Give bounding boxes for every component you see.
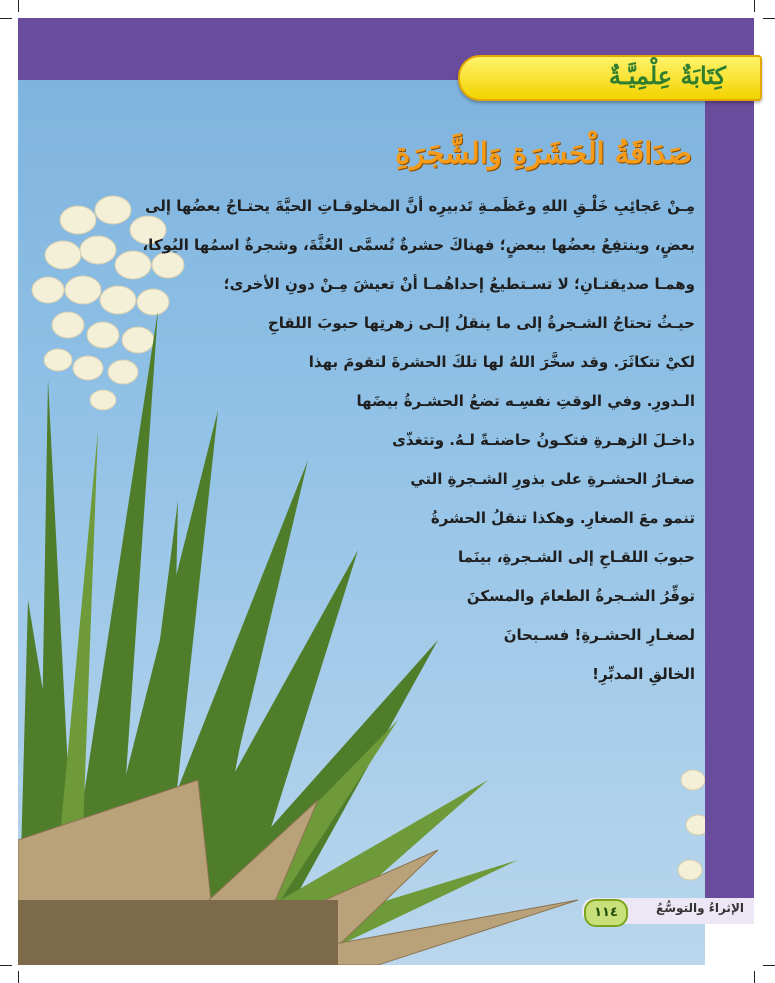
text-line: الـدورِ. وفي الوقتِ نفسِـه تضعُ الحشـرةُ بيضَها <box>356 392 695 410</box>
crop-mark <box>18 971 19 983</box>
lesson-title: صَدَاقَةُ الْحَشَرَةِ وَالشَّجَرَةِ <box>395 136 692 170</box>
right-color-band <box>705 18 754 918</box>
text-line: مِـنْ عَجائِبِ خَلْـقِ اللهِ وعَظَمـةِ تَدبيرِه أنَّ المخلوقـاتِ الحيَّةَ يحتـاجُ بعضُها إلى <box>145 197 695 215</box>
section-banner-label: كِتَابَةٌ عِلْمِيَّـةٌ <box>608 61 726 90</box>
crop-mark <box>0 18 12 19</box>
crop-mark <box>763 18 775 19</box>
text-line: لكيْ تتكاثَرَ. وقد سخَّرَ اللهُ لها تلكَ الحشرةَ لتقومَ بهذا <box>308 353 695 371</box>
text-line: حيـثُ تحتاجُ الشـجرةُ إلى ما ينقلُ إلـى زهرتِها حبوبَ اللقاحِ <box>267 314 695 332</box>
story-paragraph <box>142 187 695 694</box>
section-banner <box>458 55 762 101</box>
page-number: ١١٤ <box>584 899 628 927</box>
crop-mark <box>763 965 775 966</box>
crop-mark <box>754 971 755 983</box>
text-line: حبوبَ اللقـاحِ إلى الشـجرةِ، بينَما <box>458 548 695 566</box>
text-line: الخالقِ المدبِّرِ! <box>592 665 695 683</box>
text-line: لصغـارِ الحشـرةِ! فسـبحانَ <box>503 626 695 644</box>
crop-mark <box>754 0 755 12</box>
crop-mark <box>18 0 19 12</box>
footer-section-label: الإثراءُ والتوسُّعُ <box>656 901 744 915</box>
crop-mark <box>0 965 12 966</box>
text-line: توفِّرُ الشـجرةُ الطعامَ والمسكنَ <box>466 587 695 605</box>
text-line: بعضٍ، وينتفِعُ بعضُها ببعضٍ؛ فهناكَ حشرةٌ تُسمَّى العُثَّةَ، وشجرةٌ اسمُها اليُوكا، <box>142 236 695 254</box>
text-line: داخـلَ الزهـرةِ فتكـونُ حاضنـةً لـهُ. وتتغذّى <box>392 431 695 449</box>
text-line: وهمـا صديقتـانِ؛ لا تسـتطيعُ إحداهُمـا أنْ تعيشَ مِـنْ دونِ الأخرى؛ <box>223 275 695 293</box>
text-line: تنمو معَ الصغارِ. وهكذا تنقلُ الحشرةُ <box>430 509 695 527</box>
text-line: صغـارُ الحشـرةِ على بذورِ الشـجرةِ التي <box>410 470 695 488</box>
